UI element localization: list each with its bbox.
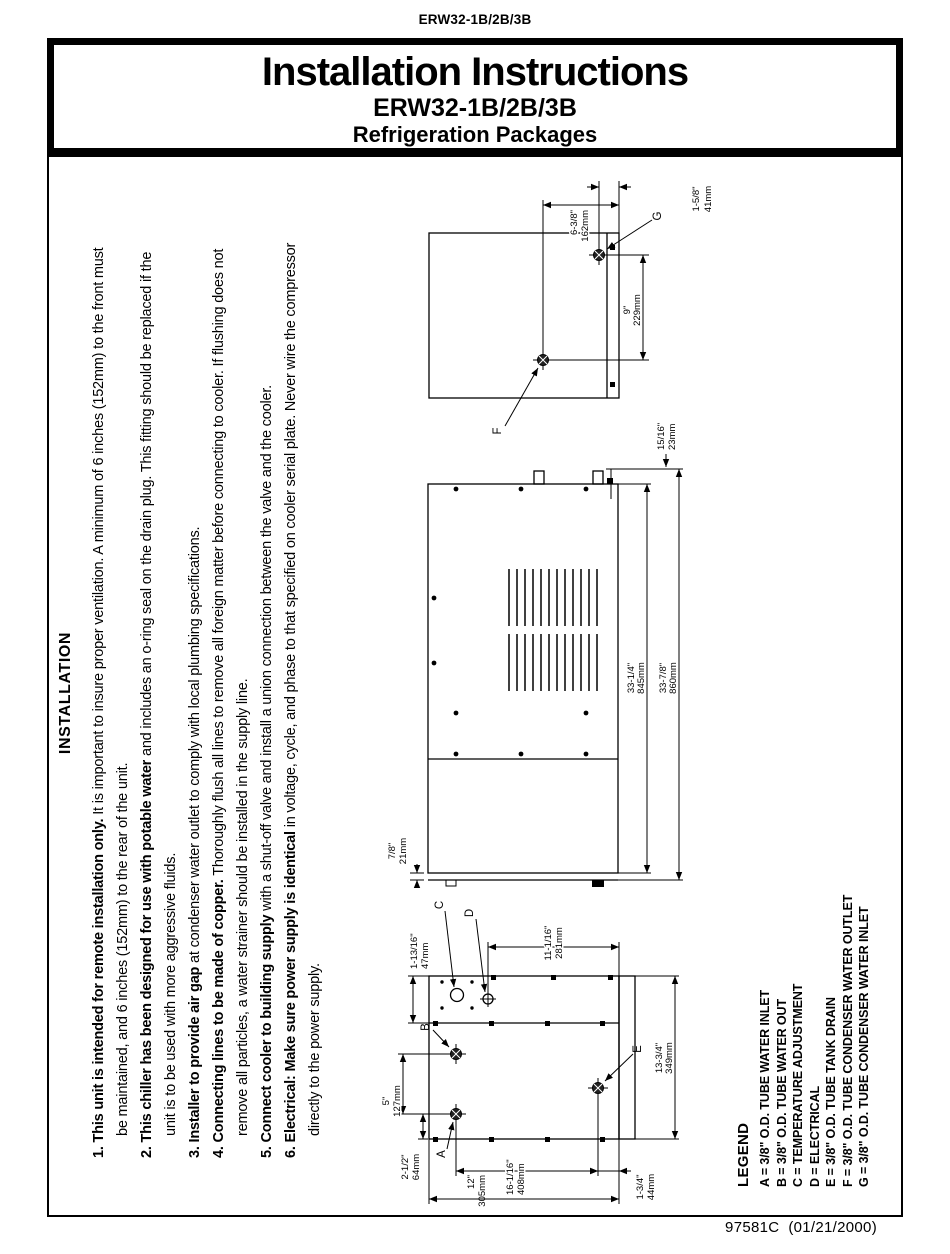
electrical-d: [480, 991, 496, 1007]
instruction-item-body: in voltage, cycle, and phase to that specified on cooler serial plate. Never wire the compressor directly to the power supply.: [283, 242, 323, 1136]
legend-entry: E = 3/8" O.D. TUBE TANK DRAIN: [824, 997, 838, 1187]
instruction-item-lead: 1. This unit is intended for remote installation only.: [91, 818, 107, 1158]
svg-text:F: F: [492, 427, 504, 435]
svg-text:127mm: 127mm: [392, 1085, 403, 1117]
dimension-33-1-4in: [618, 484, 651, 873]
svg-text:7/8": 7/8": [387, 842, 398, 860]
svg-text:11-1/16": 11-1/16": [543, 925, 554, 961]
dimension-1-5-8in: [587, 181, 714, 248]
svg-text:33-1/4": 33-1/4": [626, 662, 637, 694]
bottom-view-drawing: [379, 891, 701, 1213]
instruction-item-lead: 4. Connecting lines to be made of copper.: [211, 879, 227, 1158]
legend-entry: C = TEMPERATURE ADJUSTMENT: [791, 983, 805, 1187]
svg-text:408mm: 408mm: [516, 1163, 527, 1195]
svg-text:860mm: 860mm: [668, 662, 679, 694]
svg-text:13-3/4": 13-3/4": [654, 1042, 665, 1074]
svg-text:21mm: 21mm: [398, 837, 409, 865]
instruction-item: [255, 228, 279, 1158]
dimension-5in: [381, 1054, 446, 1117]
leader-label-f: [492, 368, 538, 435]
svg-text:281mm: 281mm: [554, 927, 565, 959]
top-model-label: ERW32-1B/2B/3B: [418, 12, 532, 27]
svg-text:162mm: 162mm: [580, 210, 591, 242]
svg-text:9": 9": [622, 305, 633, 315]
dimension-1-3-4in: [586, 1171, 657, 1200]
back-view-outline: [429, 233, 619, 398]
instruction-item-body: with a shut-off valve and install a union connection between the valve and the cooler.: [259, 384, 275, 915]
instruction-item: [87, 228, 135, 1158]
svg-text:12": 12": [466, 1175, 477, 1189]
subtitle: Refrigeration Packages: [352, 122, 598, 147]
svg-text:33-7/8": 33-7/8": [658, 662, 669, 694]
legend-entry: B = 3/8" O.D. TUBE WATER OUT: [774, 999, 789, 1187]
svg-text:1-3/4": 1-3/4": [635, 1174, 646, 1200]
svg-text:16-1/16": 16-1/16": [505, 1159, 516, 1195]
svg-text:1-13/16": 1-13/16": [409, 933, 420, 969]
svg-text:B: B: [420, 1023, 432, 1031]
svg-text:23mm: 23mm: [667, 423, 678, 450]
svg-text:5": 5": [381, 1096, 392, 1106]
back-view-drawing: [379, 159, 729, 443]
instructions-heading: INSTALLATION: [57, 631, 74, 755]
dimension-11-1-16in: [488, 926, 619, 991]
svg-text:44mm: 44mm: [646, 1173, 657, 1201]
dimension-13-3-4in: [635, 976, 679, 1139]
svg-text:15/16": 15/16": [656, 422, 667, 450]
dimension-2-1-2in: [400, 1114, 428, 1180]
svg-text:D: D: [464, 908, 476, 918]
leader-label-e: [605, 1045, 644, 1081]
page-title: Installation Instructions: [261, 50, 689, 94]
instruction-item-lead: 2. This chiller has been designed for use with potable water: [139, 759, 155, 1158]
instruction-item: [207, 228, 255, 1158]
svg-text:229mm: 229mm: [632, 294, 643, 326]
svg-text:349mm: 349mm: [664, 1042, 675, 1074]
instruction-item: [279, 228, 327, 1158]
instruction-item-body: It is important to insure proper ventilation. A minimum of 6 inches (152mm) to the front must be maintained, and 6 inches (152mm) to the rear of the unit.: [91, 247, 131, 1136]
svg-text:A: A: [436, 1150, 448, 1158]
svg-text:64mm: 64mm: [411, 1153, 422, 1181]
instruction-item-lead: 5. Connect cooler to building supply: [259, 914, 275, 1158]
svg-text:1-5/8": 1-5/8": [691, 186, 702, 212]
svg-text:C: C: [434, 900, 446, 910]
side-view-drawing: [379, 408, 701, 888]
louver-vents: [509, 569, 597, 691]
dimension-9in: [551, 255, 649, 360]
temperature-adjustment-c: [440, 980, 473, 1009]
instructions-section: [57, 228, 327, 1158]
instruction-item-body: Thoroughly flush all lines to remove all foreign matter before connecting to cooler. If flushing does not remove all particles, a water strainer should be installed in the supply line.: [211, 248, 251, 1136]
svg-text:845mm: 845mm: [636, 662, 647, 694]
svg-text:6-3/8": 6-3/8": [569, 210, 580, 236]
legend-section: [735, 895, 873, 1187]
footer-doc-number: 97581C (01/21/2000): [725, 1219, 877, 1236]
svg-text:305mm: 305mm: [477, 1175, 488, 1207]
instruction-item-body: at condenser water outlet to comply with local plumbing specifications.: [187, 526, 203, 967]
leader-label-c: [434, 901, 454, 987]
leader-label-d: [464, 909, 485, 992]
model-heading: ERW32-1B/2B/3B: [373, 94, 577, 122]
leader-label-a: [436, 1122, 453, 1158]
leader-label-b: [420, 1023, 449, 1047]
title-block: [47, 38, 903, 155]
svg-text:41mm: 41mm: [703, 185, 714, 213]
legend-entry: G = 3/8" O.D. TUBE CONDENSER WATER INLET: [857, 906, 871, 1187]
legend-heading: LEGEND: [735, 1122, 752, 1187]
svg-text:2-1/2": 2-1/2": [400, 1154, 411, 1180]
svg-text:G: G: [652, 211, 664, 221]
dimension-1-13-16in: [408, 933, 431, 1023]
dimension-12in: [456, 1095, 598, 1207]
instruction-item: [183, 228, 207, 1158]
legend-entry: A = 3/8" O.D. TUBE WATER INLET: [758, 989, 772, 1187]
instruction-item: [135, 228, 183, 1158]
svg-text:47mm: 47mm: [420, 942, 431, 969]
leader-label-g: [607, 211, 664, 249]
legend-entry: F = 3/8" O.D. TUBE CONDENSER WATER OUTLET: [840, 894, 855, 1187]
dimension-7-8in: [387, 838, 424, 888]
rotated-sheet: [49, 157, 901, 1213]
instruction-item-lead: 3. Installer to provide air gap: [187, 966, 203, 1158]
instruction-item-lead: 6. Electrical: Make sure power supply is identical: [283, 831, 299, 1158]
svg-text:E: E: [632, 1045, 644, 1053]
instruction-item-body: and includes an o-ring seal on the drain plug. This fitting should be replaced if the unit is to be used with more aggressive fluids.: [139, 251, 179, 1136]
legend-entry: D = ELECTRICAL: [807, 1085, 822, 1187]
